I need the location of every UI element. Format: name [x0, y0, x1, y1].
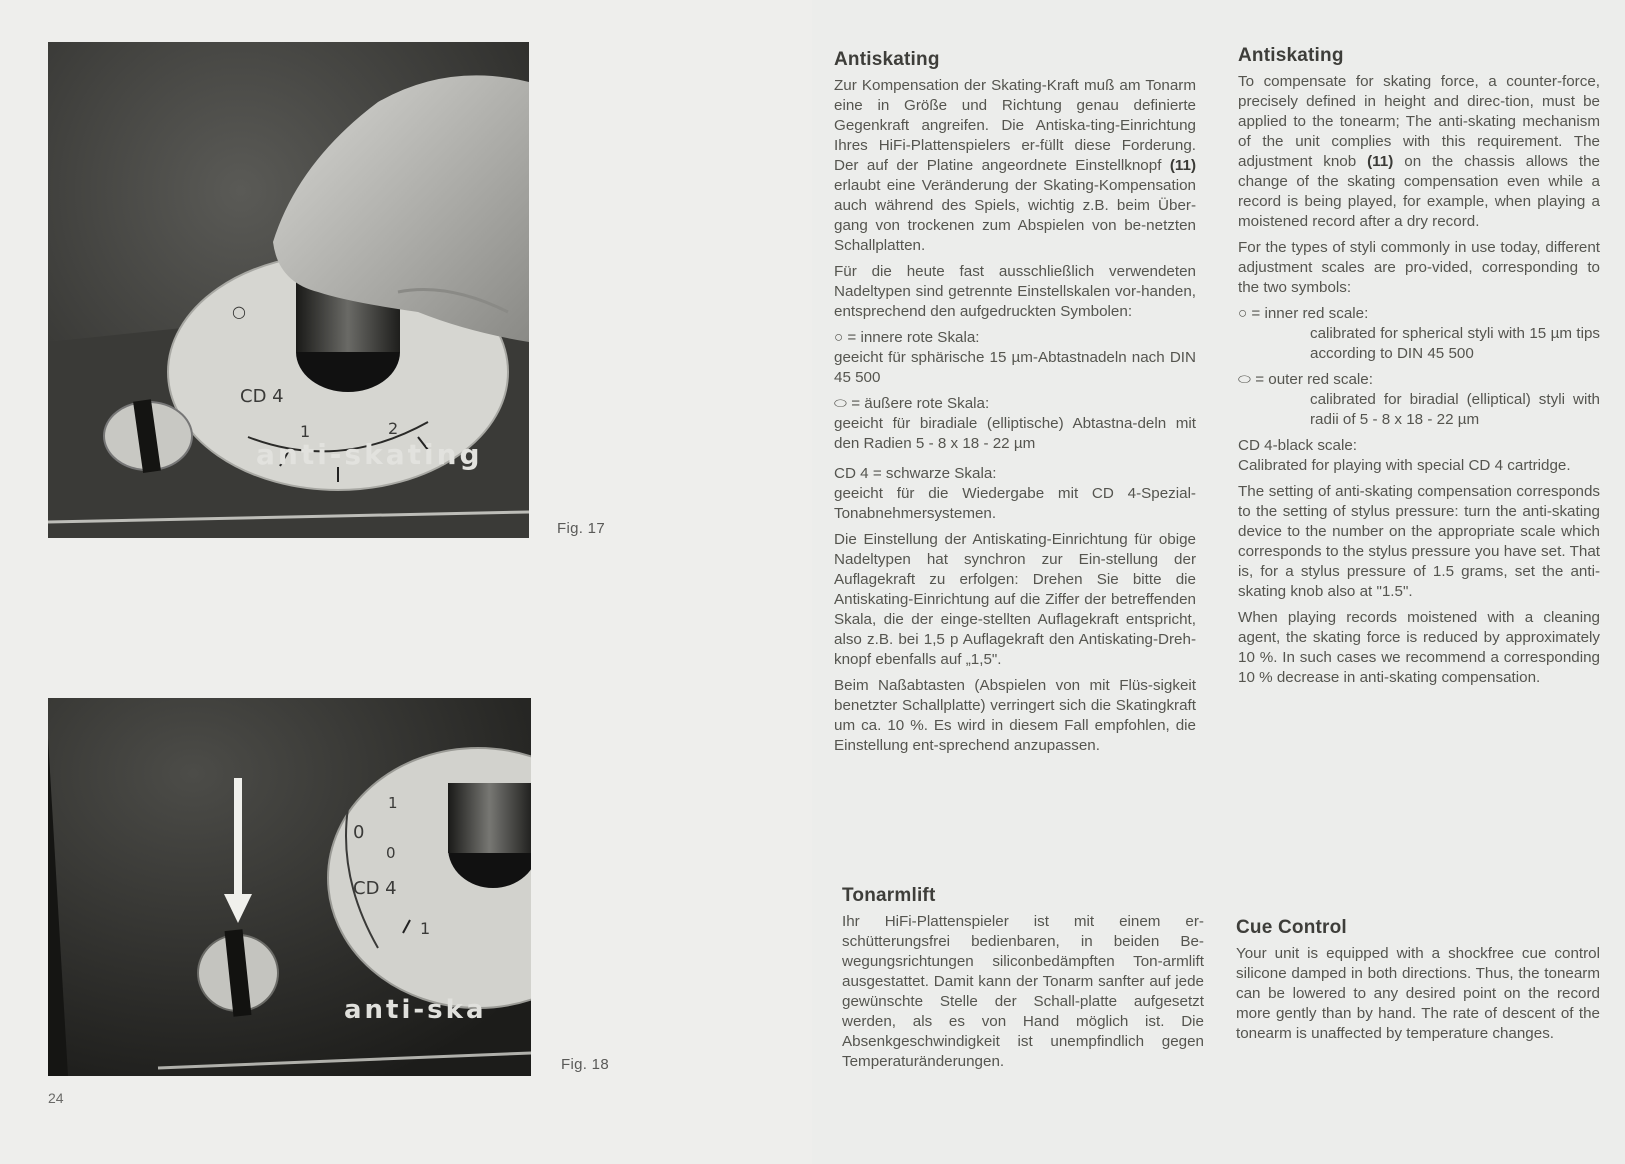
german-outer-scale-desc: geeicht für biradiale (elliptische) Abtastna-deln mit den Radien 5 - 8 x 18 - 22 µm — [834, 415, 1196, 452]
left-page — [0, 0, 812, 1164]
figure-18-caption: Fig. 18 — [561, 1056, 609, 1073]
english-inner-scale-label: ○ = inner red scale: — [1238, 305, 1369, 322]
english-cue-control-paragraph: Your unit is equipped with a shockfree cue control silicone damped in both directions. Thus, the tonearm can be lowered to any desired point on the record more gently than by hand. The rate of descent of the tonearm is unaffected by temperature changes. — [1236, 945, 1600, 1042]
english-p1-text-b: on the chassis allows the change of the skating compensation even while a record is being played, for example, when playing a moistened record after a dry record. — [1238, 153, 1600, 230]
english-antiskating-paragraph-1 — [1238, 72, 1600, 232]
figure-17-caption: Fig. 17 — [557, 520, 605, 537]
english-outer-scale-desc: calibrated for biradial (elliptical) styli with radii of 5 - 8 x 18 - 22 µm — [1310, 391, 1600, 428]
english-cue-control-section — [1236, 918, 1600, 1050]
german-inner-scale-desc: geeicht für sphärische 15 µm-Abtastnadeln nach DIN 45 500 — [834, 349, 1196, 386]
fig18-tick-0b: 0 — [386, 844, 396, 862]
german-p1-text-b: erlaubt eine Veränderung der Skating-Kompensation auch während des Spiels, wichtig z.B. beim Über-gang von trockenen zum Abspielen von be-netzten Schallplatten. — [834, 177, 1196, 254]
german-antiskating-heading: Antiskating — [834, 49, 940, 70]
german-cd4-scale-label: CD 4 = schwarze Skala: — [834, 465, 997, 482]
german-cd4-scale-desc: geeicht für die Wiedergabe mit CD 4-Spezial-Tonabnehmersystemen. — [834, 485, 1196, 522]
english-cd4-scale-desc: Calibrated for playing with special CD 4 cartridge. — [1238, 457, 1571, 474]
english-antiskating-heading: Antiskating — [1238, 45, 1344, 66]
english-p1-ref: (11) — [1367, 153, 1394, 170]
german-antiskating-paragraph-2: Für die heute fast ausschließlich verwendeten Nadeltypen sind getrennte Einstellskalen vor-handen, entsprechend den aufgedruckten Symbolen: — [834, 263, 1196, 320]
german-p1-text-a: Zur Kompensation der Skating-Kraft muß am Tonarm eine in Größe und Richtung genau definierte Gegenkraft angreifen. Die Antiska-ting-Einrichtung Ihres HiFi-Plattenspielers er-füllt diese Forderung. Der auf der Platine angeordnete Einstellknopf — [834, 77, 1196, 174]
english-outer-scale-label: ⬭ = outer red scale: — [1238, 371, 1373, 388]
german-outer-scale-label: ⬭ = äußere rote Skala: — [834, 395, 990, 412]
fig17-tick-2: 2 — [388, 419, 399, 438]
fig18-tick-0: 0 — [353, 822, 365, 843]
fig17-tick-1: 1 — [300, 422, 311, 441]
german-antiskating-paragraph-4: Beim Naßabtasten (Abspielen von mit Flüs-sigkeit benetzter Schallplatte) verringert sich die Skatingkraft um ca. 10 %. Es wird in diesem Fall empfohlen, die Einstellung ent-sprechend anzupassen. — [834, 677, 1196, 754]
page-number: 24 — [48, 1090, 64, 1106]
english-antiskating-section — [1238, 46, 1600, 694]
english-antiskating-paragraph-3: The setting of anti-skating compensation corresponds to the setting of stylus pressure: turn the anti-skating device to the number on the appropriate scale which corresponds to the stylus pressure you have set. That is, for a stylus pressure of 1.5 grams, set the anti-skating knob also at "1.5". — [1238, 483, 1600, 600]
fig18-knob-text: anti-ska — [344, 995, 487, 1025]
fig17-symbol: ○ — [232, 302, 246, 321]
german-tonarmlift-section — [842, 886, 1204, 1078]
english-cue-control-heading: Cue Control — [1236, 917, 1347, 938]
german-antiskating-paragraph-3: Die Einstellung der Antiskating-Einrichtung für obige Nadeltypen hat synchron zur Ein-stellung der Auflagekraft zu erfolgen: Drehen Sie bitte die Antiskating-Einrichtung auf die Ziffer der betreffenden Skala, die der einge-stellten Auflagekraft entspricht, also z.B. bei 1,5 p Auflagekraft den Antiskating-Dreh-knopf ebenfalls auf „1,5". — [834, 531, 1196, 668]
fig18-tick-1: 1 — [420, 919, 431, 938]
english-p1-text-a: To compensate for skating force, a counter-force, precisely defined in height and direc-tion, must be applied to the tonearm; The anti-skating mechanism of the unit complies with this requirement. The adjustment knob — [1238, 73, 1600, 170]
english-cd4-scale-label: CD 4-black scale: — [1238, 437, 1358, 454]
figure-18-photo — [48, 698, 531, 1076]
fig18-tick-1b: 1 — [388, 794, 398, 812]
german-antiskating-paragraph-1 — [834, 76, 1196, 256]
figure-17-photo — [48, 42, 529, 538]
fig18-cd4-label: CD 4 — [353, 878, 397, 899]
german-p1-ref: (11) — [1169, 157, 1196, 174]
german-antiskating-section — [834, 50, 1196, 762]
english-antiskating-paragraph-2: For the types of styli commonly in use today, different adjustment scales are pro-vided, corresponding to the two symbols: — [1238, 239, 1600, 296]
fig17-cd4-label: CD 4 — [240, 386, 284, 407]
english-antiskating-paragraph-4: When playing records moistened with a cleaning agent, the skating force is reduced by approximately 10 %. In such cases we recommend a corresponding 10 % decrease in anti-skating compensation. — [1238, 609, 1600, 686]
german-tonarmlift-paragraph: Ihr HiFi-Plattenspieler ist mit einem er-schütterungsfrei bedienbaren, in beiden Be-wegungsrichtungen siliconbedämpften Ton-armlift ausgestattet. Damit kann der Tonarm sanfter auf jede gewünschte Stelle der Schall-platte aufgesetzt werden, als es von Hand möglich ist. Die Absenkgeschwindigkeit ist unempfindlich gegen Temperaturänderungen. — [842, 913, 1204, 1070]
fig17-knob-text: anti-skating — [256, 438, 483, 471]
german-inner-scale-label: ○ = innere rote Skala: — [834, 329, 980, 346]
german-tonarmlift-heading: Tonarmlift — [842, 885, 936, 906]
english-inner-scale-desc: calibrated for spherical styli with 15 µm tips according to DIN 45 500 — [1310, 325, 1600, 362]
